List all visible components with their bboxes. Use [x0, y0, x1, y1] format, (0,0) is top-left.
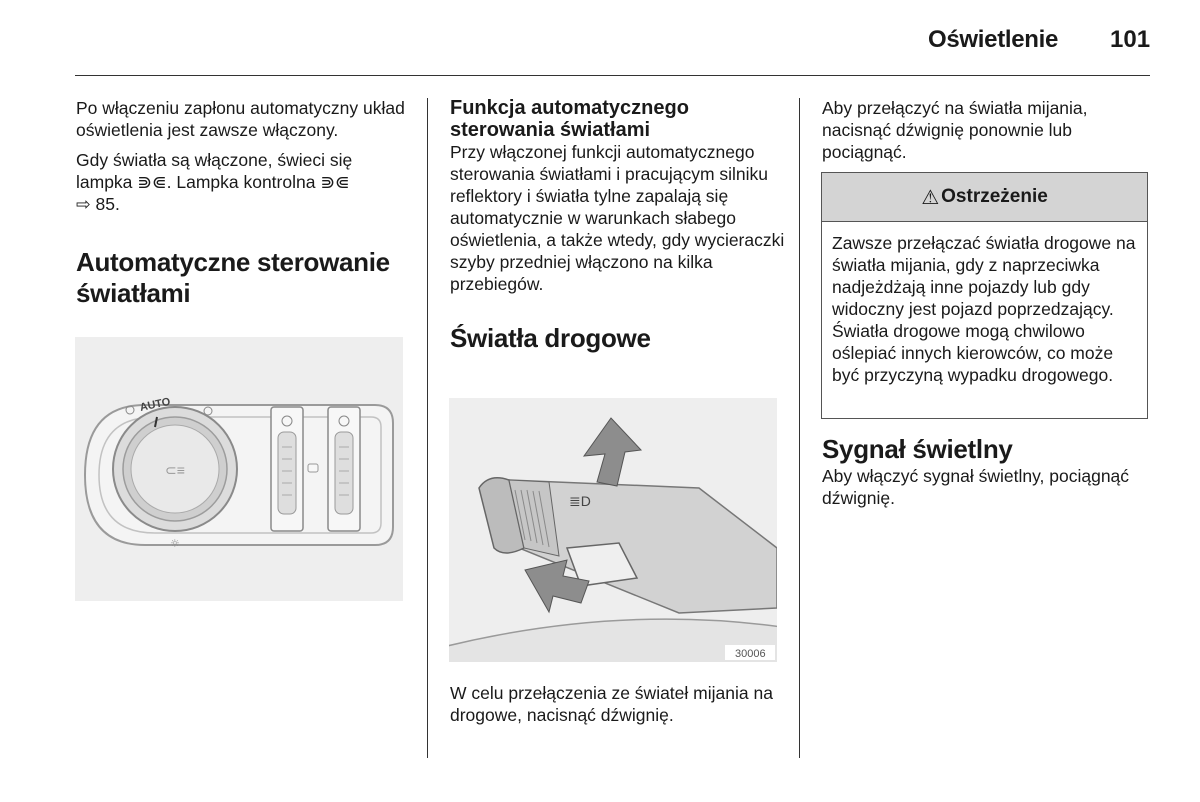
page-title: Oświetlenie [928, 26, 1059, 53]
paragraph-flash-signal: Aby włączyć sygnał świetlny, pociągnąć dźwignię. [822, 466, 1130, 508]
column-3-bottom [822, 434, 1152, 509]
paragraph-lamp-text-a: Gdy światła są włączone, świeci się lampka [76, 150, 353, 192]
light-switch-drawing [75, 337, 403, 601]
heading-high-beam: Światła drogowe [450, 323, 651, 353]
column-3 [822, 97, 1152, 163]
headlight-lamp-icon: ⋑⋐ [137, 172, 167, 192]
heading-auto-lights: Automatyczne sterowanie światłami [76, 247, 390, 308]
page-reference: 85. [95, 194, 120, 214]
column-1 [76, 97, 411, 309]
page-ref-arrow-icon: ⇨ [76, 194, 91, 214]
figure-number: 30006 [735, 648, 766, 660]
paragraph-lamp [76, 149, 411, 215]
stalk-illustration [449, 398, 777, 662]
column-2-bottom [450, 682, 785, 726]
subheading-auto-function: Funkcja automatycznego sterowania światłami [450, 97, 689, 141]
stalk-drawing [449, 398, 777, 662]
warning-box [821, 172, 1148, 419]
warning-text: Zawsze przełączać światła drogowe na światła mijania, gdy z naprzeciwka nadjeżdżają inne pojazdy lub gdy widoczny jest pojazd poprzedzający. Światła drogowe mogą chwilowo oślepiać innych kierowców, co może być przyczyną wypadku drogowego. [832, 233, 1136, 385]
paragraph-switch-low-beam: Aby przełączyć na światła mijania, nacisnąć dźwignię ponownie lub pociągnąć. [822, 98, 1088, 162]
svg-text:☼: ☼ [170, 537, 180, 550]
warning-triangle-icon: ⚠ [921, 186, 940, 209]
warning-title: Ostrzeżenie [941, 186, 1048, 207]
paragraph-switch-high-beam: W celu przełączenia ze świateł mijania na drogowe, nacisnąć dźwignię. [450, 683, 773, 725]
paragraph-auto-intro: Po włączeniu zapłonu automatyczny układ oświetlenia jest zawsze włączony. [76, 98, 405, 140]
light-switch-illustration [75, 337, 403, 601]
paragraph-lamp-text-b: . Lampka kontrolna [166, 172, 316, 192]
svg-text:⊂≡: ⊂≡ [165, 462, 185, 478]
svg-text:≣D: ≣D [569, 493, 591, 509]
headlight-lamp-icon-2: ⋑⋐ [320, 172, 350, 192]
column-2 [450, 97, 785, 354]
column-divider-1 [427, 98, 428, 758]
header-rule [75, 75, 1150, 76]
page-number: 101 [1110, 26, 1151, 53]
heading-flash-signal: Sygnał świetlny [822, 434, 1013, 464]
paragraph-auto-function: Przy włączonej funkcji automatycznego sterowania światłami i pracującym silniku reflektory i światła tylne zapalają się automatycznie w warunkach słabego oświetlenia, a także wtedy, gdy wycieraczki szyby przedniej włączono na kilka przebiegów. [450, 142, 785, 294]
column-divider-2 [799, 98, 800, 758]
warning-header [822, 173, 1147, 222]
auto-label: AUTO [138, 395, 172, 414]
